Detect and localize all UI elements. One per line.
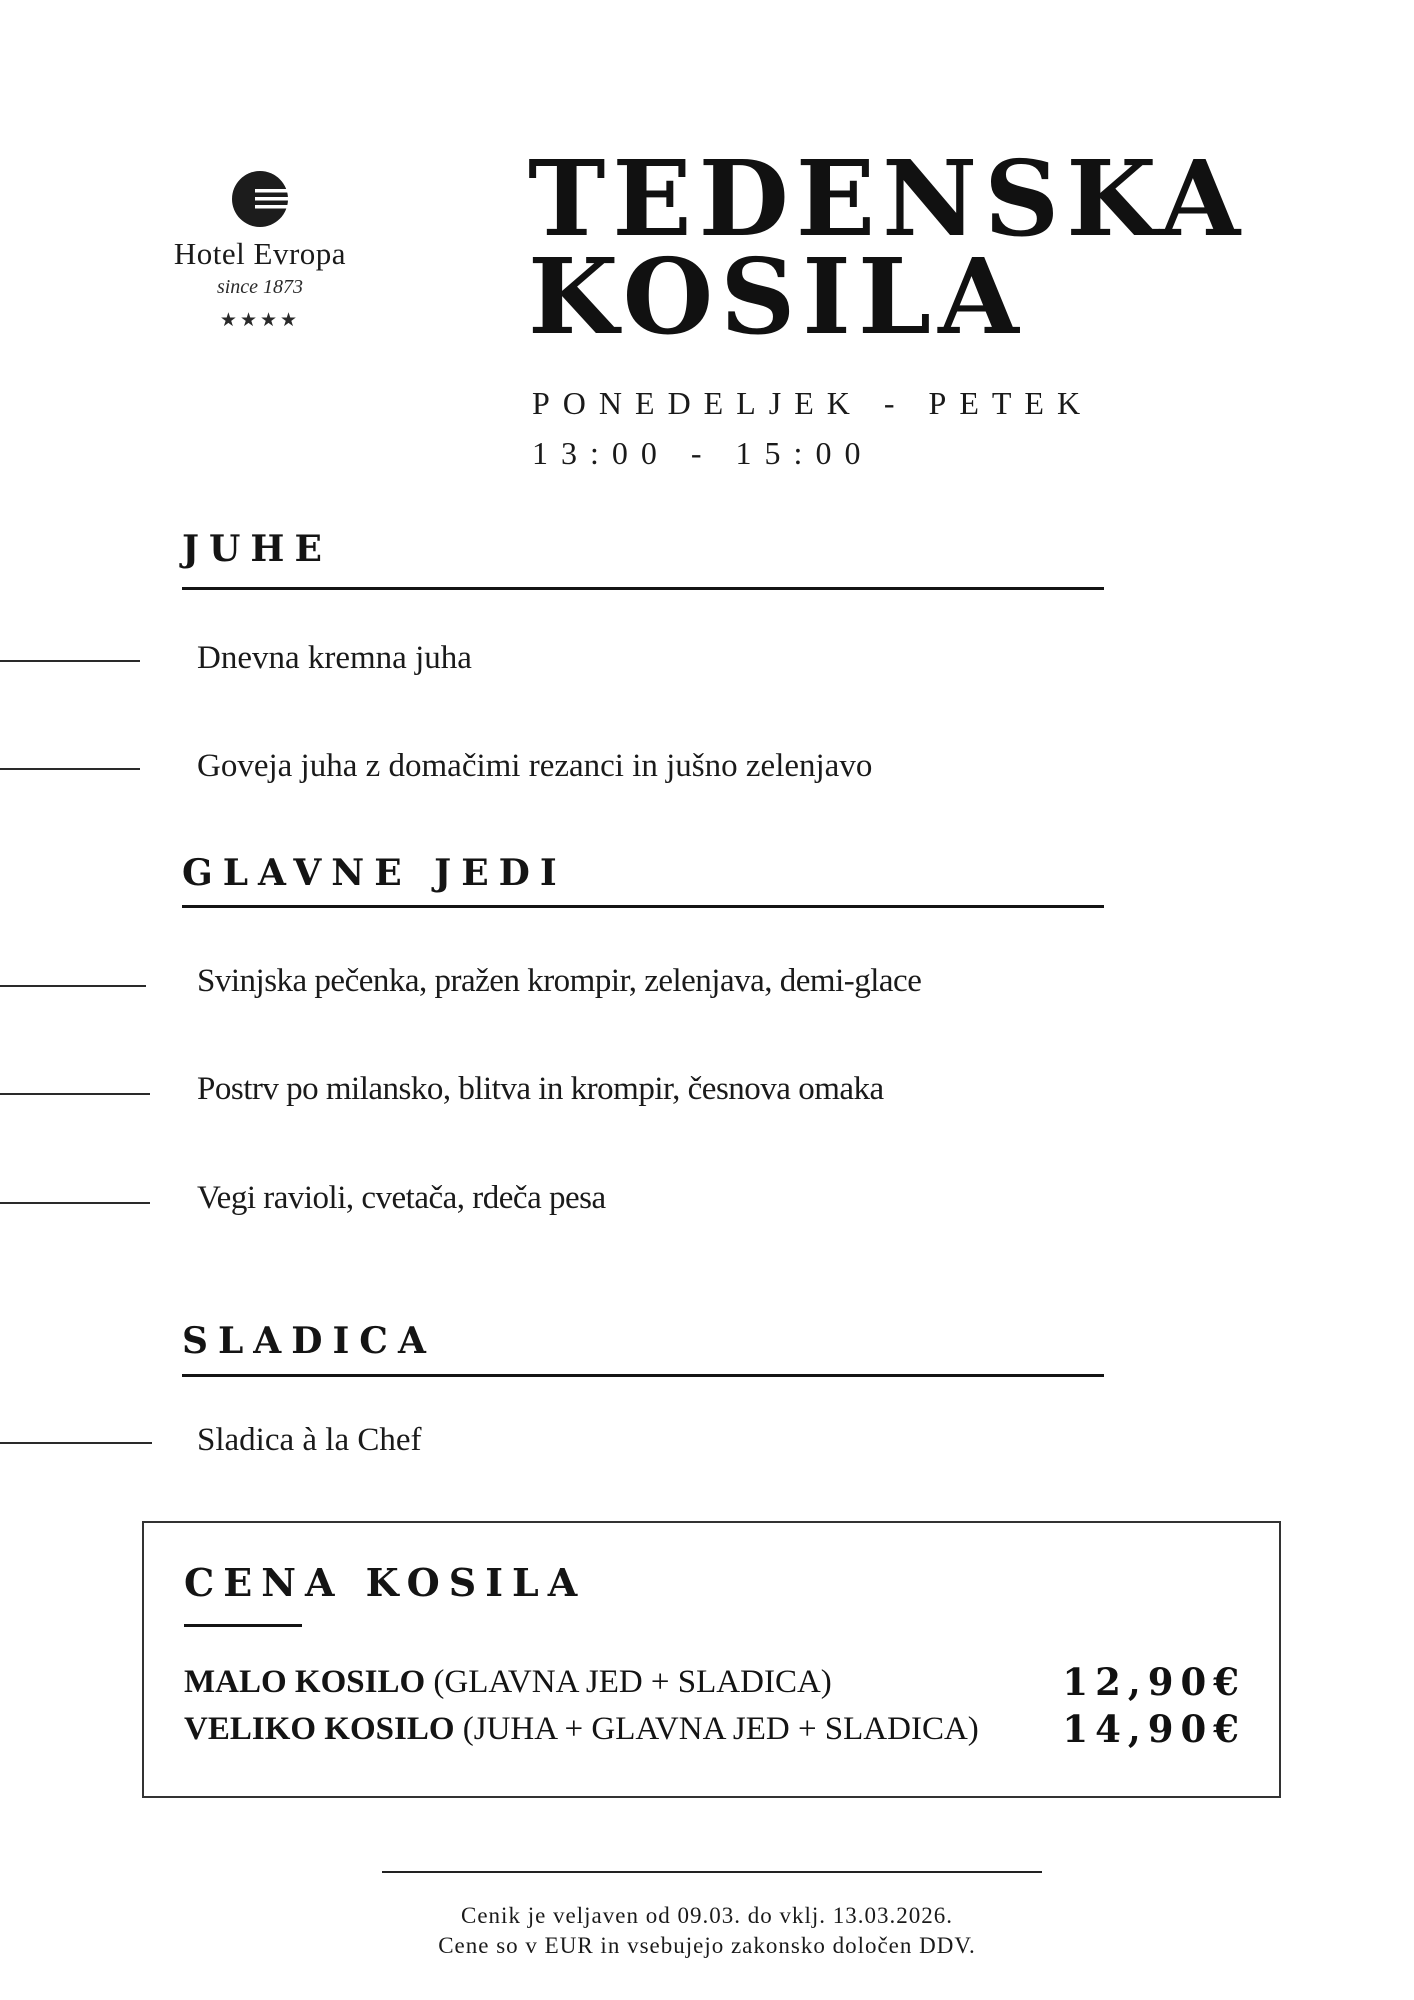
hotel-emblem-icon: [231, 170, 289, 228]
price-option-large-name: VELIKO KOSILO: [184, 1711, 455, 1747]
item-dash: [0, 660, 140, 662]
price-option-large-detail: (JUHA + GLAVNA JED + SLADICA): [462, 1711, 979, 1747]
price-heading-rule: [184, 1624, 302, 1627]
section-heading-soups: JUHE: [182, 528, 332, 570]
price-option-large: [184, 1711, 979, 1748]
menu-item-main-2: Postrv po milansko, blitva in krompir, česnova omaka: [197, 1071, 884, 1107]
menu-item-soup-1: Dnevna kremna juha: [197, 640, 472, 676]
section-rule-mains: [182, 905, 1104, 908]
menu-item-dessert-1: Sladica à la Chef: [197, 1422, 422, 1458]
section-rule-dessert: [182, 1374, 1104, 1377]
item-dash: [0, 768, 140, 770]
price-option-small-name: MALO KOSILO: [184, 1664, 426, 1700]
schedule-days: PONEDELJEK - PETEK: [532, 385, 1094, 421]
price-option-small-detail: (GLAVNA JED + SLADICA): [433, 1664, 832, 1700]
item-dash: [0, 1093, 150, 1095]
footer-validity: Cenik je veljaven od 09.03. do vklj. 13.03.2026.: [461, 1903, 953, 1928]
item-dash: [0, 1442, 152, 1444]
menu-item-soup-2: Goveja juha z domačimi rezanci in jušno zelenjavo: [197, 748, 873, 784]
schedule: [532, 378, 1093, 478]
hotel-since: since 1873: [216, 276, 304, 298]
section-heading-mains: GLAVNE JEDI: [182, 852, 567, 894]
menu-item-main-3: Vegi ravioli, cvetača, rdeča pesa: [197, 1180, 606, 1216]
title-line-1: TEDENSKA: [528, 137, 1248, 260]
schedule-hours: 13:00 - 15:00: [532, 435, 874, 471]
hotel-stars: ★★★★: [219, 309, 301, 331]
price-value-small: 12,90€: [1062, 1660, 1246, 1704]
item-dash: [0, 985, 146, 987]
section-rule-soups: [182, 587, 1104, 590]
hotel-logo: [130, 170, 390, 331]
hotel-name: Hotel Evropa: [173, 236, 347, 271]
footer-vat-note: Cene so v EUR in vsebujejo zakonsko določen DDV.: [438, 1933, 976, 1958]
page-title: [528, 137, 1248, 358]
title-line-2: KOSILA: [528, 235, 1026, 358]
item-dash: [0, 1202, 150, 1204]
section-heading-dessert: SLADICA: [182, 1320, 436, 1362]
price-value-large: 14,90€: [1062, 1707, 1246, 1751]
menu-item-main-1: Svinjska pečenka, pražen krompir, zelenjava, demi-glace: [197, 963, 922, 999]
price-heading: CENA KOSILA: [184, 1560, 587, 1605]
footer-rule: [382, 1871, 1042, 1873]
price-option-small: [184, 1664, 832, 1701]
